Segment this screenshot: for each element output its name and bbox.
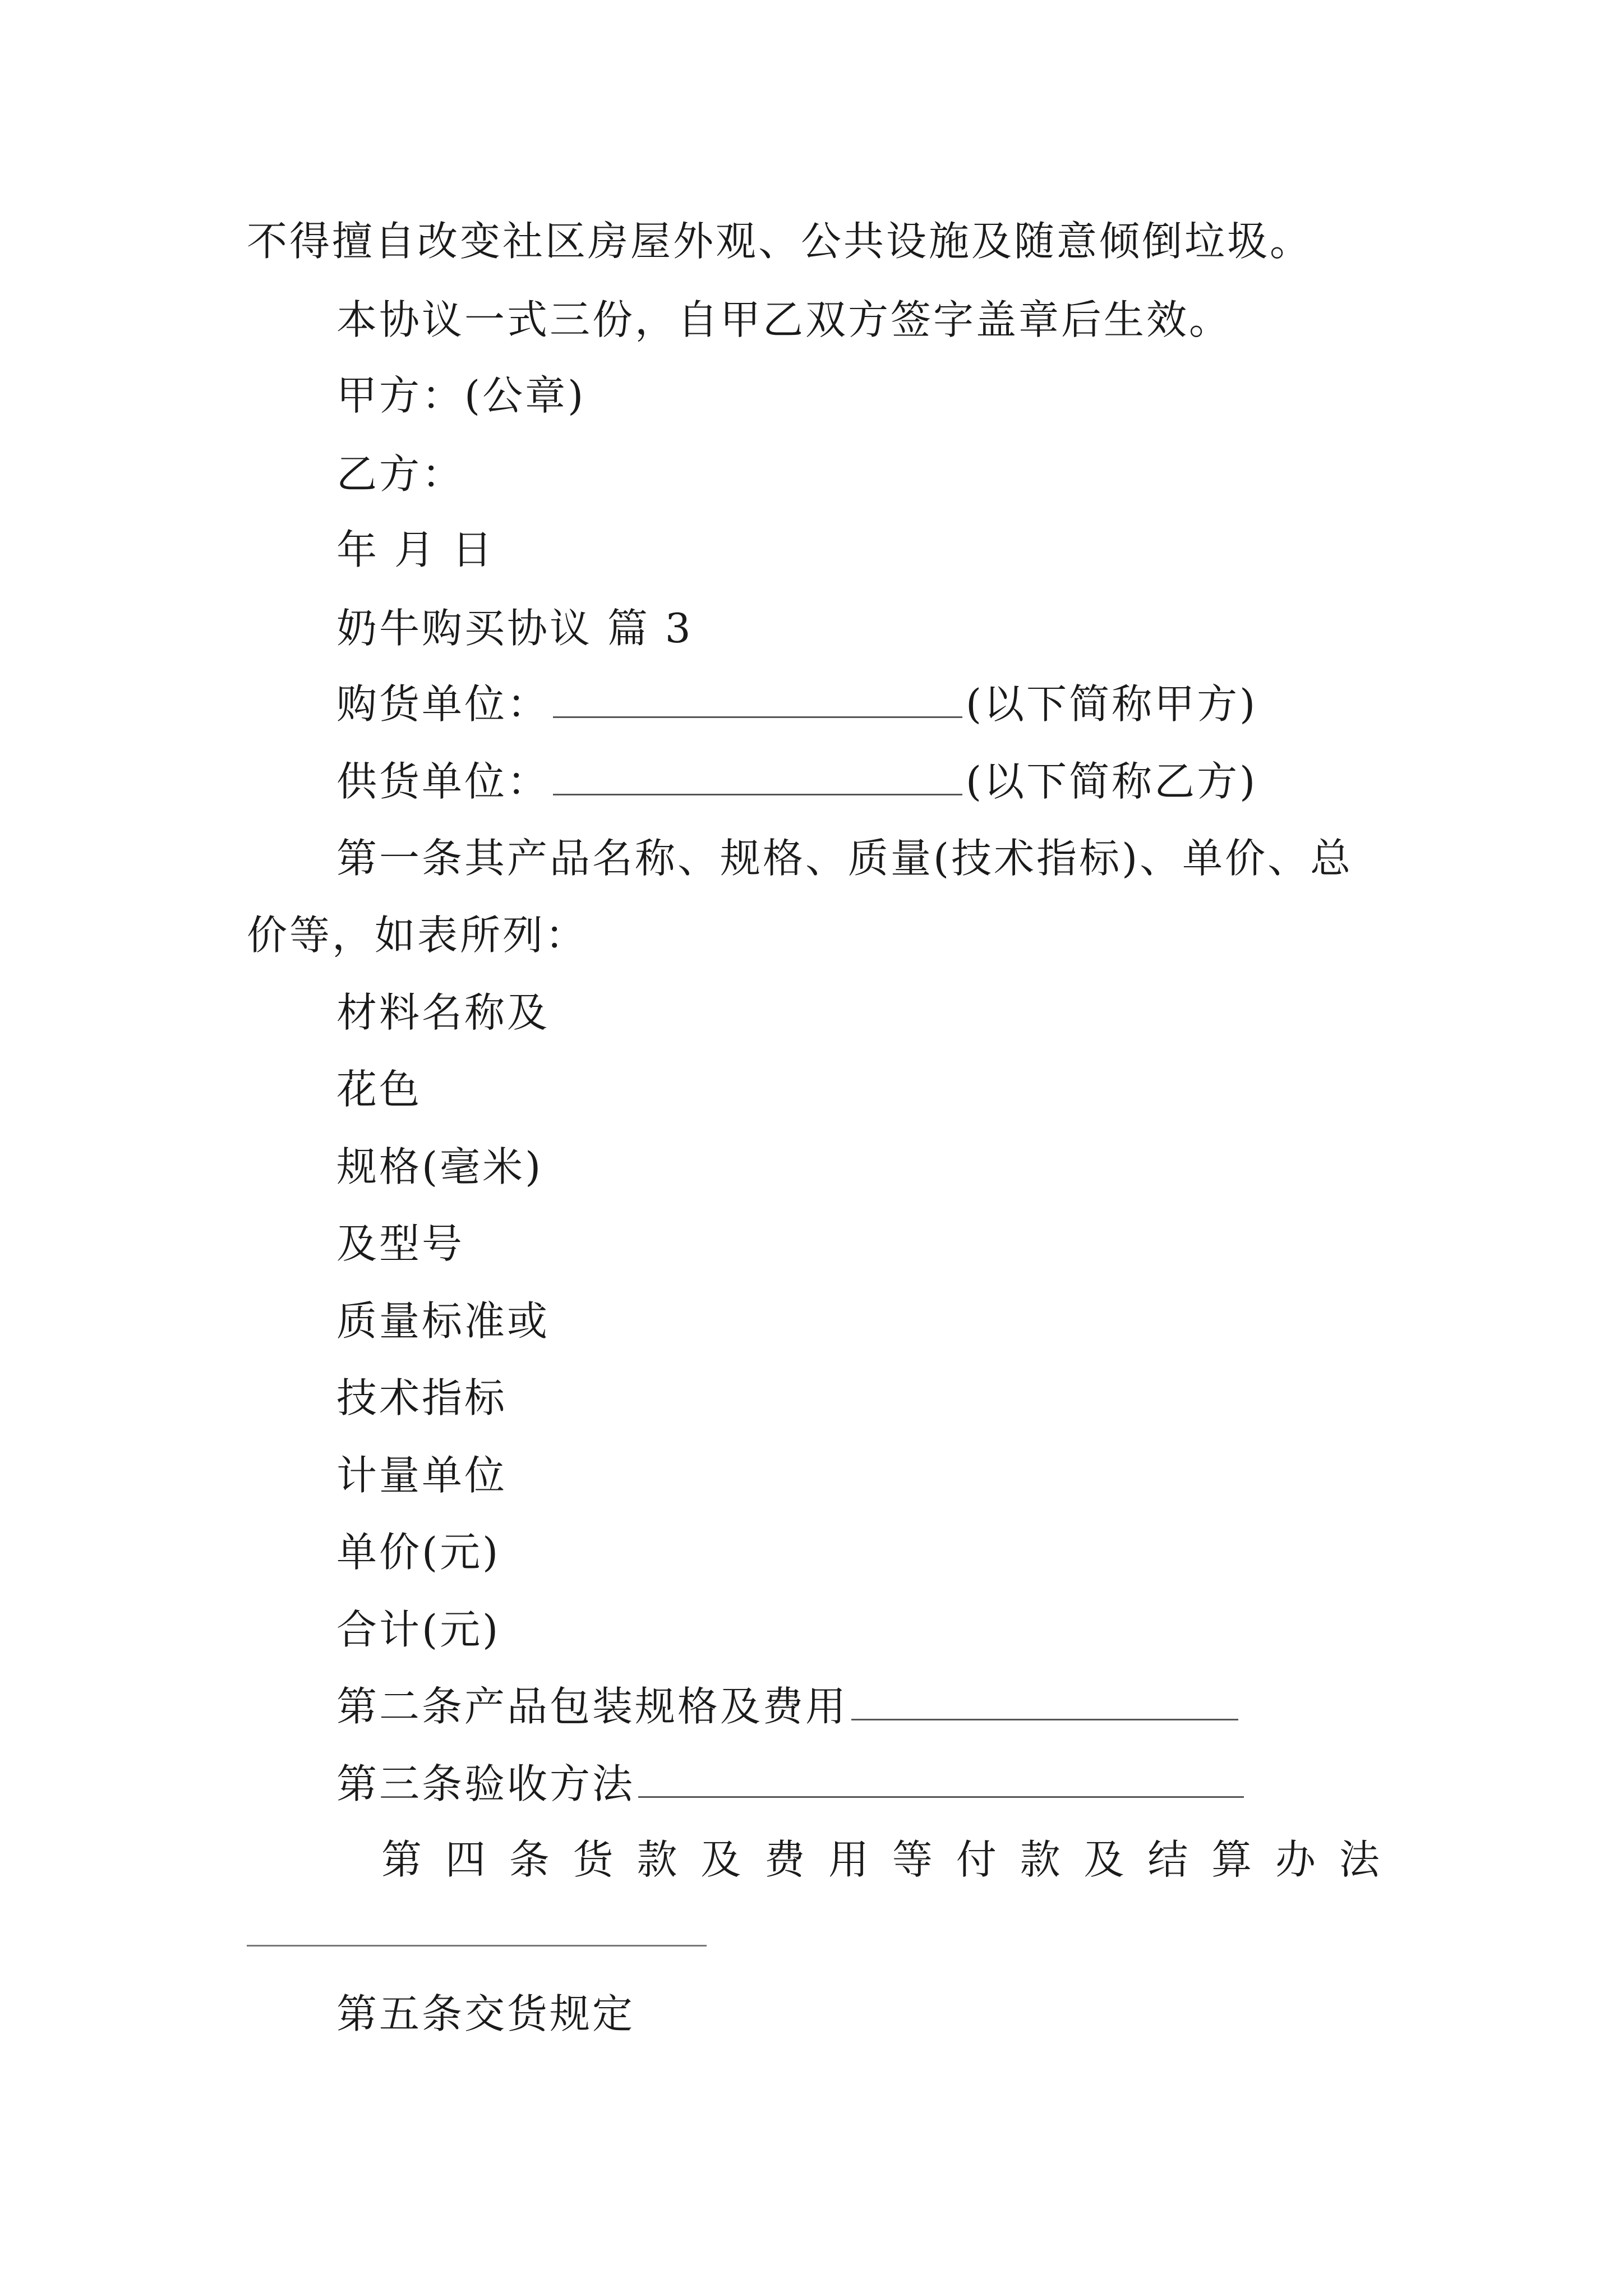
article-4-char: 算 [1211,1836,1252,1883]
article-4-blank-line [247,1945,707,1947]
article-3-blank [638,1760,1244,1798]
table-header-item: 材料名称及 [336,989,550,1036]
article-2-blank [851,1683,1238,1720]
article-4-char: 等 [892,1836,933,1883]
table-header-item: 花色 [336,1066,422,1113]
seller-unit-line [336,756,1257,807]
seller-unit-suffix: (以下简称乙方) [966,758,1258,805]
article-1-line-1: 第一条其产品名称、规格、质量(技术指标)、单价、总 [336,835,1353,882]
table-header-item: 及型号 [336,1220,465,1267]
article-4-char: 结 [1147,1836,1188,1883]
article-4-char: 付 [956,1836,997,1883]
paragraph-community-rules: 不得擅自改变社区房屋外观、公共设施及随意倾倒垃圾。 [247,218,1313,265]
table-header-item: 合计(元) [336,1606,501,1653]
table-header-item: 规格(毫米) [336,1143,543,1190]
table-header-item: 单价(元) [336,1529,501,1576]
article-4-char: 费 [764,1836,805,1883]
article-1-line-2: 价等，如表所列： [247,912,588,959]
paragraph-agreement-copies: 本协议一式三份，自甲乙双方签字盖章后生效。 [336,296,1232,343]
article-4-char: 及 [700,1836,741,1883]
table-header-item: 技术指标 [336,1374,508,1421]
buyer-unit-blank [553,680,962,718]
article-4-char: 法 [1339,1836,1380,1883]
article-4-justified-line [381,1834,1380,1885]
buyer-unit-line [336,679,1257,729]
article-4-char: 款 [1020,1836,1061,1883]
party-b: 乙方： [336,450,465,498]
seller-unit-label: 供货单位： [336,758,550,805]
article-4-char: 第 [381,1836,422,1883]
buyer-unit-suffix: (以下简称甲方) [966,680,1258,728]
buyer-unit-label: 购货单位： [336,680,550,728]
date-line: 年 月 日 [336,526,495,573]
article-4-char: 办 [1275,1836,1316,1883]
article-4-char: 四 [445,1836,486,1883]
article-4-char: 及 [1083,1836,1124,1883]
section-heading: 奶牛购买协议 篇 3 [336,605,693,652]
article-2-text: 第二条产品包装规格及费用 [336,1683,849,1730]
article-4-char: 款 [637,1836,677,1883]
table-header-item: 质量标准或 [336,1297,550,1345]
article-4-char: 条 [509,1836,550,1883]
article-4-char: 用 [828,1836,869,1883]
seller-unit-blank [553,758,962,795]
article-2-line [336,1681,1242,1732]
article-3-text: 第三条验收方法 [336,1760,635,1807]
table-header-item: 计量单位 [336,1452,508,1499]
party-a-seal: 甲方：(公章) [336,372,586,419]
article-3-line [336,1759,1247,1809]
article-4-char: 货 [573,1836,614,1883]
article-5-line: 第五条交货规定 [336,1990,635,2037]
